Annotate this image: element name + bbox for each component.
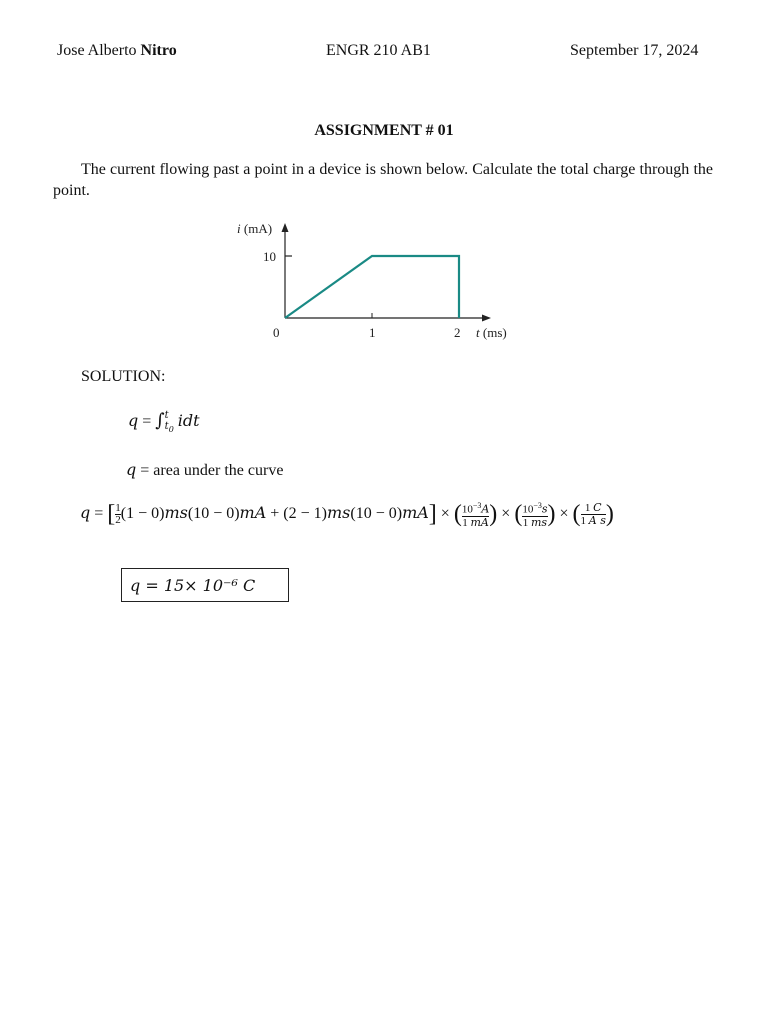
area-text: area under the curve [153,462,284,479]
assignment-title: ASSIGNMENT # 01 [314,122,454,139]
author-name [57,42,177,60]
course-code: ENGR 210 AB1 [326,42,431,59]
charge-integral-equation: q = ∫ t $t_0$ idt [128,410,200,434]
author-first-name: Jose Alberto [57,42,137,59]
author-last-name: Nitro [140,42,177,59]
charge-calculation-equation: q = [ $\frac{1}{2}$ (1 − 0)ms(10 − 0)mA + (2 − 1)ms(10 − 0)mA] × ( $\frac{10^{-3}A}{1 mA}$ ) × ( $\frac{10^{-3}s}{1 ms}$ ) × ( $\frac{1 C}{\text{1 A s}}$ ) [80,500,614,529]
y-tick-label: 10 [263,249,276,264]
y-axis-label: i (mA) [237,221,273,236]
y-axis-arrow-icon [282,223,289,232]
area-equation: q = area under the curve [126,460,284,479]
date: September 17, 2024 [570,42,699,59]
final-answer: q = 15× 10⁻⁶ C [130,576,256,595]
x-axis-arrow-icon [482,315,491,322]
final-answer-box [121,568,289,602]
current-graph [230,215,530,345]
x-tick-label-0: 0 [273,325,280,340]
x-axis-label: t (ms) [476,325,507,340]
current-line [285,256,459,318]
solution-heading: SOLUTION: [81,368,166,385]
x-tick-label-2: 2 [454,325,461,340]
x-tick-label-1: 1 [369,325,376,340]
problem-statement: The current flowing past a point in a device is shown below. Calculate the total charge through the point. [53,161,713,199]
